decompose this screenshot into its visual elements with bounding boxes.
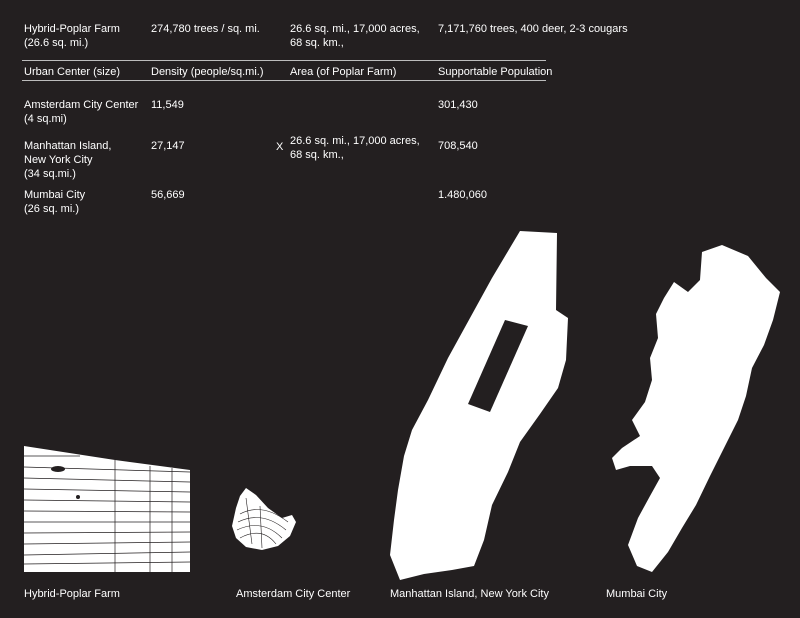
row-mumbai-population: 1.480,060	[438, 189, 487, 201]
amsterdam-shape	[232, 488, 296, 550]
caption-manhattan: Manhattan Island, New York City	[390, 588, 549, 600]
header-population: Supportable Population	[438, 66, 553, 78]
header-area: Area (of Poplar Farm)	[290, 66, 397, 78]
caption-farm: Hybrid-Poplar Farm	[24, 588, 120, 600]
mumbai-shape	[612, 245, 780, 572]
caption-amsterdam: Amsterdam City Center	[236, 588, 351, 600]
caption-mumbai: Mumbai City	[606, 588, 668, 600]
farm-grid-shape	[24, 446, 190, 572]
multiply-area: 26.6 sq. mi., 17,000 acres, 68 sq. km.,	[290, 135, 420, 161]
farm-population: 7,171,760 trees, 400 deer, 2-3 cougars	[438, 23, 628, 35]
row-amsterdam-density: 11,549	[151, 99, 184, 111]
row-amsterdam-population: 301,430	[438, 99, 478, 111]
row-manhattan-density: 27,147	[151, 140, 185, 152]
row-amsterdam-name: Amsterdam City Center (4 sq.mi)	[24, 99, 139, 125]
row-mumbai-density: 56,669	[151, 189, 185, 201]
row-manhattan-name: Manhattan Island, New York City (34 sq.mi.)	[24, 140, 112, 180]
row-mumbai-name: Mumbai City (26 sq. mi.)	[24, 189, 86, 215]
farm-area: 26.6 sq. mi., 17,000 acres, 68 sq. km.,	[290, 23, 420, 49]
manhattan-shape	[390, 231, 568, 580]
farm-name: Hybrid-Poplar Farm (26.6 sq. mi.)	[24, 23, 120, 49]
row-manhattan-population: 708,540	[438, 140, 478, 152]
header-density: Density (people/sq.mi.)	[151, 66, 264, 78]
multiply-sign: X	[276, 141, 284, 153]
header-urban-center: Urban Center (size)	[24, 66, 120, 78]
farm-density: 274,780 trees / sq. mi.	[151, 23, 260, 35]
